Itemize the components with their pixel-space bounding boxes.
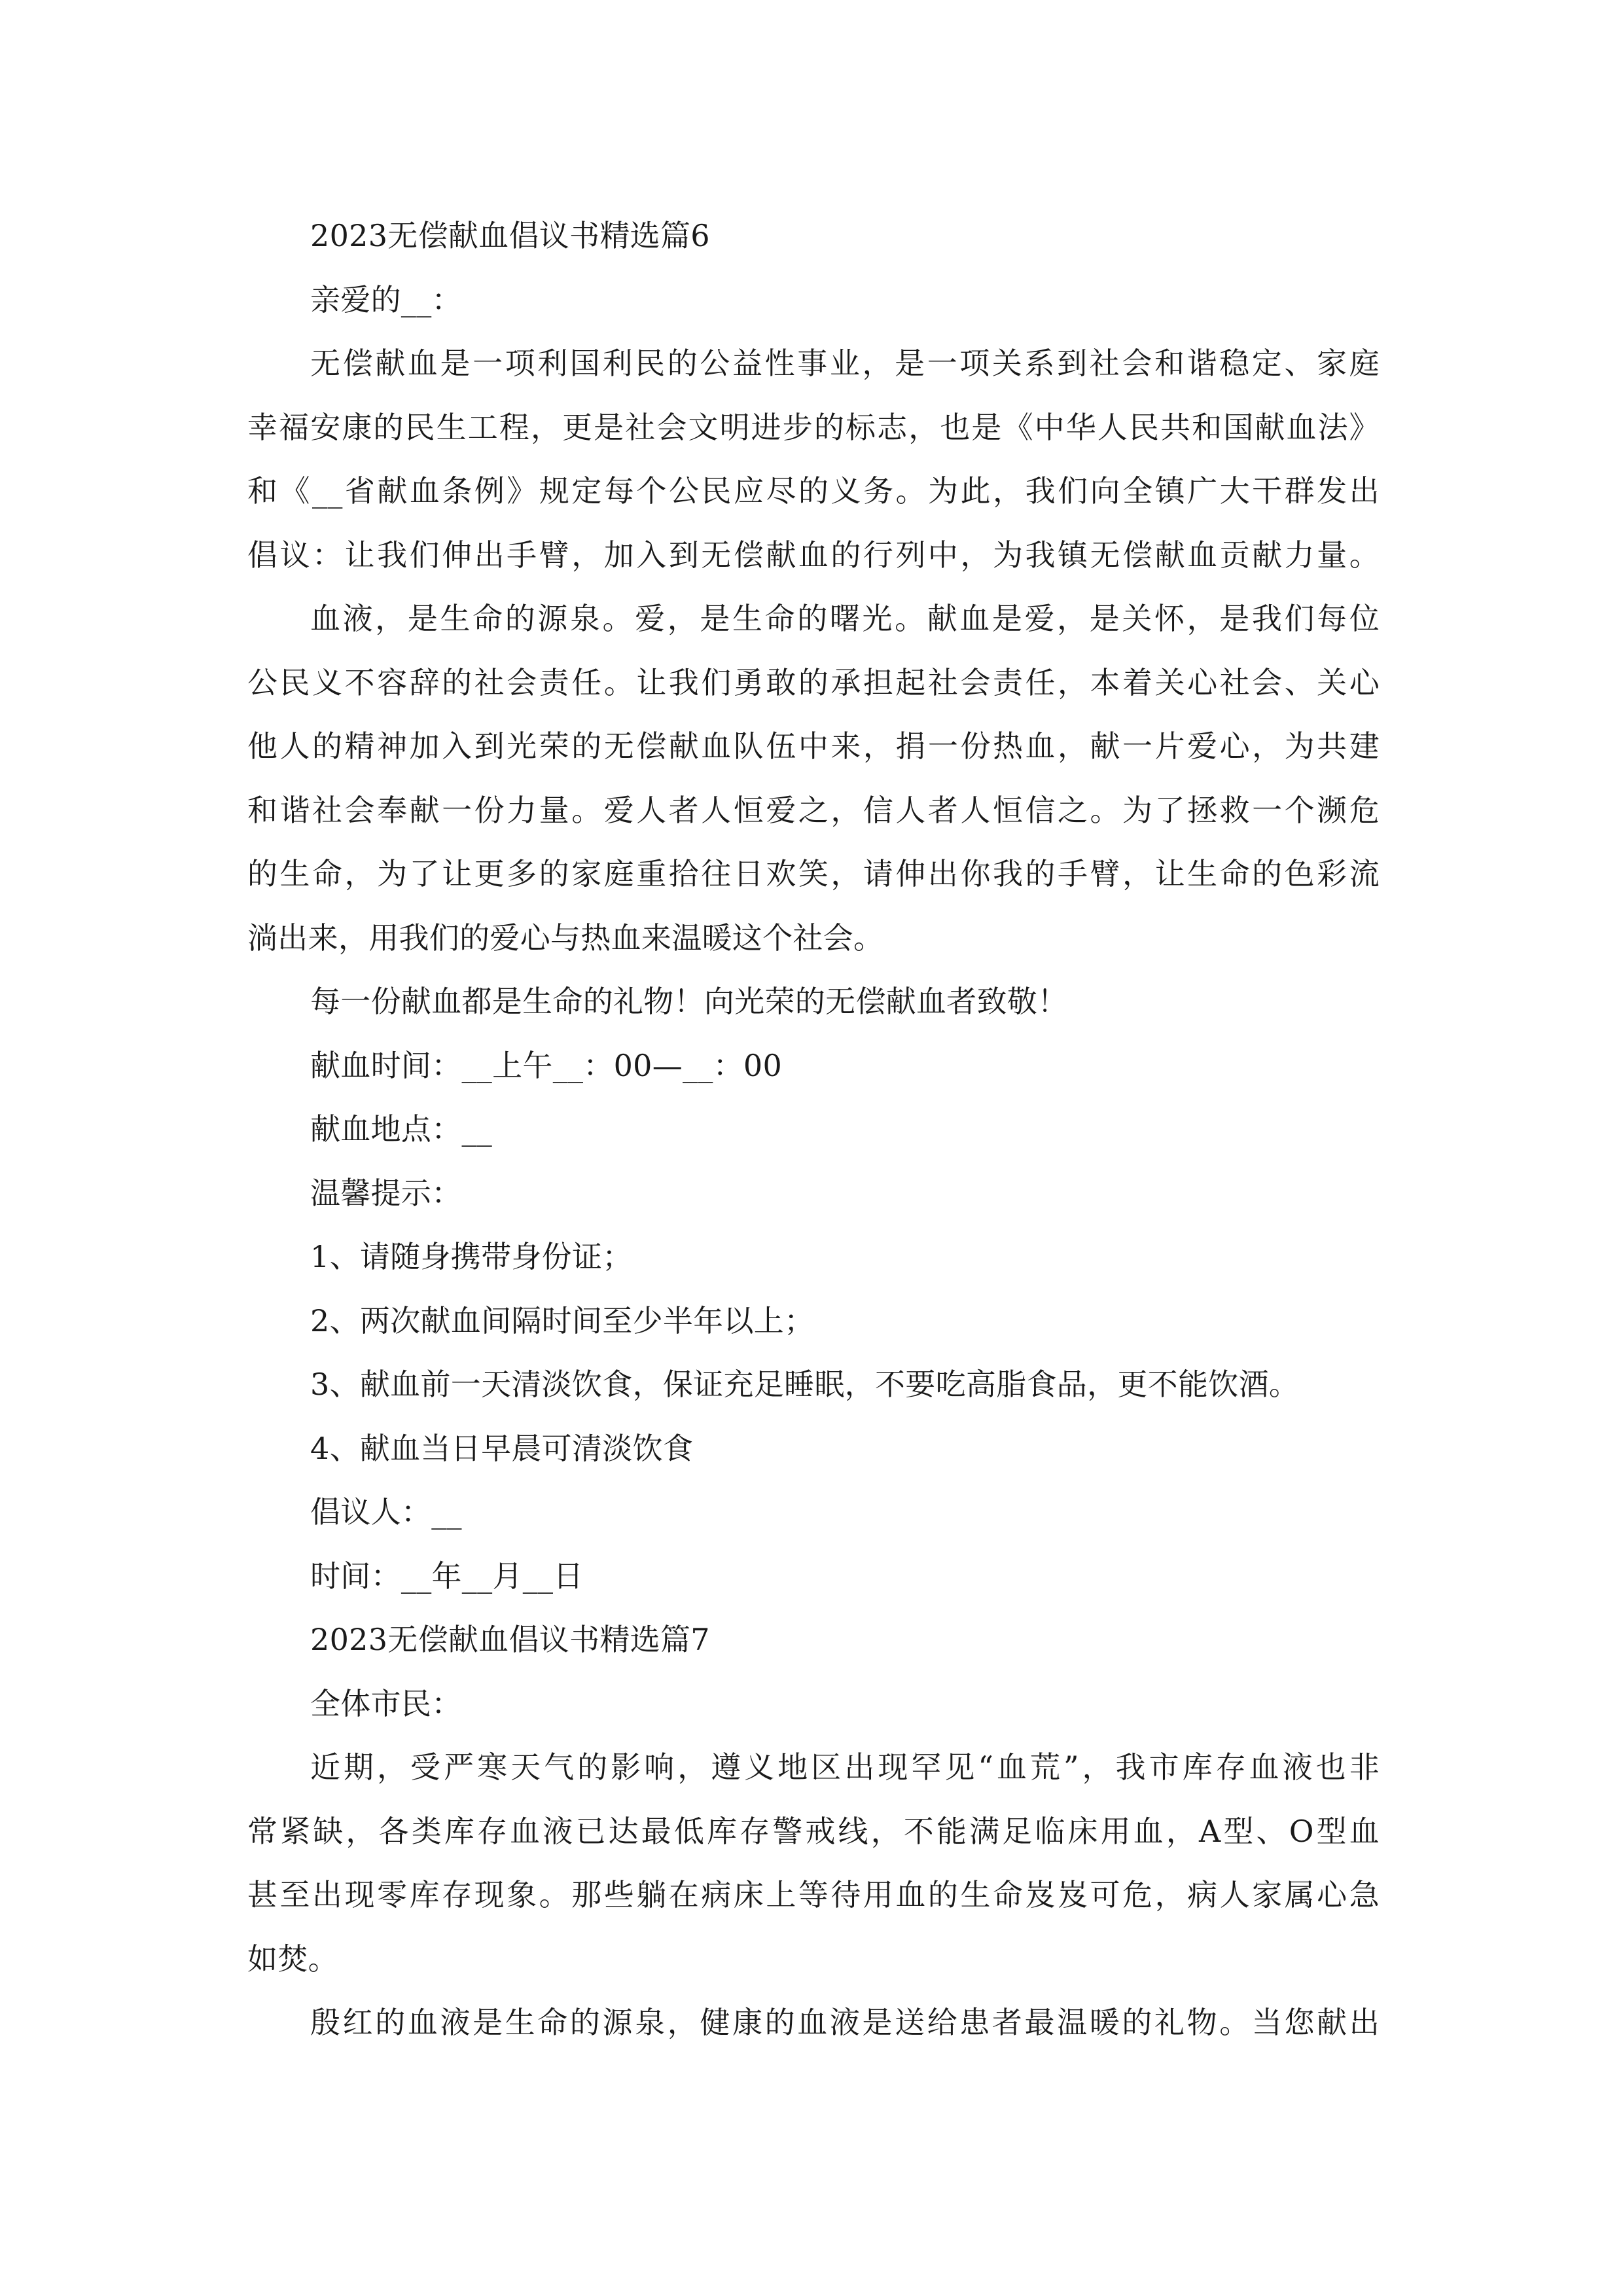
donation-time: 献血时间：__上午__：00—__：00 — [310, 1047, 783, 1083]
paragraph-line: 和《__省献血条例》规定每个公民应尽的义务。为此，我们向全镇广大干群发出 — [247, 473, 1380, 509]
paragraph-line: 血液，是生命的源泉。爱，是生命的曙光。献血是爱，是关怀，是我们每位 — [310, 601, 1380, 636]
salutation: 亲爱的__： — [310, 281, 462, 317]
paragraph-line: 常紧缺，各类库存血液已达最低库存警戒线，不能满足临床用血，A型、O型血 — [247, 1813, 1380, 1849]
paragraph-line: 无偿献血是一项利国利民的公益性事业，是一项关系到社会和谐稳定、家庭 — [310, 346, 1380, 381]
paragraph-line: 公民义不容辞的社会责任。让我们勇敢的承担起社会责任，本着关心社会、关心 — [247, 664, 1380, 700]
paragraph-line: 甚至出现零库存现象。那些躺在病床上等待用血的生命岌岌可危，病人家属心急 — [247, 1877, 1380, 1912]
section-title-6: 2023无偿献血倡议书精选篇6 — [310, 218, 710, 253]
paragraph-line: 淌出来，用我们的爱心与热血来温暖这个社会。 — [247, 920, 884, 956]
document-body — [247, 204, 1380, 2055]
paragraph-line: 殷红的血液是生命的源泉，健康的血液是送给患者最温暖的礼物。当您献出 — [310, 2005, 1380, 2040]
paragraph-line: 他人的精神加入到光荣的无偿献血队伍中来，捐一份热血，献一片爱心，为共建 — [247, 728, 1380, 764]
paragraph-line: 倡议：让我们伸出手臂，加入到无偿献血的行列中，为我镇无偿献血贡献力量。 — [247, 537, 1380, 573]
paragraph-line: 和谐社会奉献一份力量。爱人者人恒爱之，信人者人恒信之。为了拯救一个濒危 — [247, 792, 1380, 828]
initiator: 倡议人：__ — [310, 1494, 462, 1530]
tip-item: 2、两次献血间隔时间至少半年以上； — [310, 1302, 815, 1338]
tips-heading: 温馨提示： — [310, 1175, 462, 1211]
paragraph-line: 的生命，为了让更多的家庭重拾往日欢笑，请伸出你我的手臂，让生命的色彩流 — [247, 856, 1380, 891]
donation-location: 献血地点：__ — [310, 1111, 493, 1147]
tip-item: 4、献血当日早晨可清淡饮食 — [310, 1430, 694, 1466]
section-title-7: 2023无偿献血倡议书精选篇7 — [310, 1622, 710, 1657]
salutation: 全体市民： — [310, 1685, 462, 1721]
tip-item: 3、献血前一天清淡饮食，保证充足睡眠，不要吃高脂食品，更不能饮酒。 — [310, 1367, 1300, 1402]
paragraph-line: 幸福安康的民生工程，更是社会文明进步的标志，也是《中华人民共和国献血法》 — [247, 409, 1380, 445]
paragraph-line: 近期，受严寒天气的影响，遵义地区出现罕见“血荒”，我市库存血液也非 — [310, 1749, 1380, 1785]
paragraph-line: 如焚。 — [247, 1941, 338, 1977]
tribute-line: 每一份献血都是生命的礼物！向光荣的无偿献血者致敬！ — [310, 984, 1068, 1019]
tip-item: 1、请随身携带身份证； — [310, 1239, 633, 1274]
date-line: 时间：__年__月__日 — [310, 1558, 584, 1594]
